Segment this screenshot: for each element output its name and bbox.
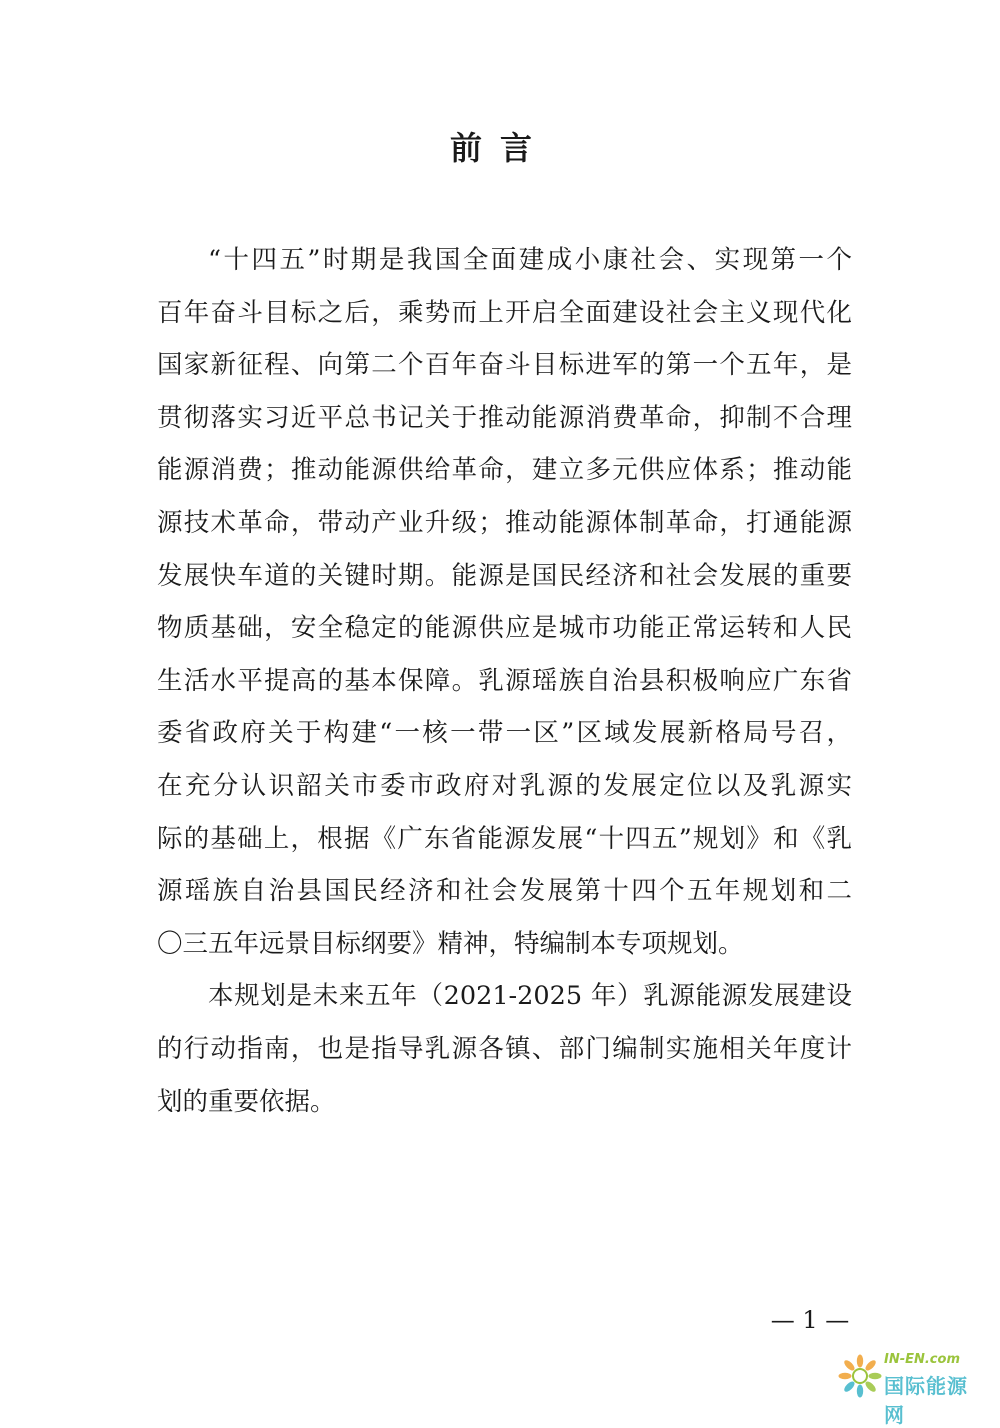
paragraph-1 <box>157 234 852 970</box>
paragraph-line: 的行动指南，也是指导乳源各镇、部门编制实施相关年度计 <box>157 1033 852 1064</box>
watermark-name: 国际能源网 <box>884 1374 968 1427</box>
paragraph-line: 发展快车道的关键时期。能源是国民经济和社会发展的重要 <box>157 560 852 591</box>
paragraph-line: 百年奋斗目标之后，乘势而上开启全面建设社会主义现代化 <box>157 297 852 328</box>
page-number: — 1 — <box>770 1306 850 1334</box>
paragraph-line: 划的重要依据。 <box>157 1086 336 1117</box>
watermark <box>834 1348 984 1427</box>
paragraph-line: 能源消费；推动能源供给革命，建立多元供应体系；推动能 <box>157 455 852 486</box>
paragraph-line: 〇三五年远景目标纲要》精神，特编制本专项规划。 <box>157 928 744 959</box>
page-title: 前言 <box>449 129 550 167</box>
paragraph-line: 在充分认识韶关市委市政府对乳源的发展定位以及乳源实 <box>157 770 852 801</box>
watermark-logo-icon <box>834 1350 886 1402</box>
paragraph-2 <box>157 970 852 1128</box>
paragraph-line: 生活水平提高的基本保障。乳源瑶族自治县积极响应广东省 <box>157 665 852 696</box>
body-text <box>157 234 852 1128</box>
paragraph-line: 委省政府关于构建“一核一带一区”区域发展新格局号召， <box>157 718 852 749</box>
paragraph-line: “十四五”时期是我国全面建成小康社会、实现第一个 <box>208 245 852 275</box>
paragraph-line: 物质基础，安全稳定的能源供应是城市功能正常运转和人民 <box>157 613 852 644</box>
paragraph-line: 源技术革命，带动产业升级；推动能源体制革命，打通能源 <box>157 507 852 538</box>
watermark-brand: IN-EN.com <box>884 1352 960 1367</box>
paragraph-line: 际的基础上，根据《广东省能源发展“十四五”规划》和《乳 <box>157 823 852 854</box>
paragraph-line: 贯彻落实习近平总书记关于推动能源消费革命，抑制不合理 <box>157 402 852 433</box>
paragraph-line: 源瑶族自治县国民经济和社会发展第十四个五年规划和二 <box>157 876 852 907</box>
paragraph-line: 国家新征程、向第二个百年奋斗目标进军的第一个五年，是 <box>157 350 852 381</box>
paragraph-line: 本规划是未来五年（2021-2025 年）乳源能源发展建设 <box>208 981 852 1012</box>
